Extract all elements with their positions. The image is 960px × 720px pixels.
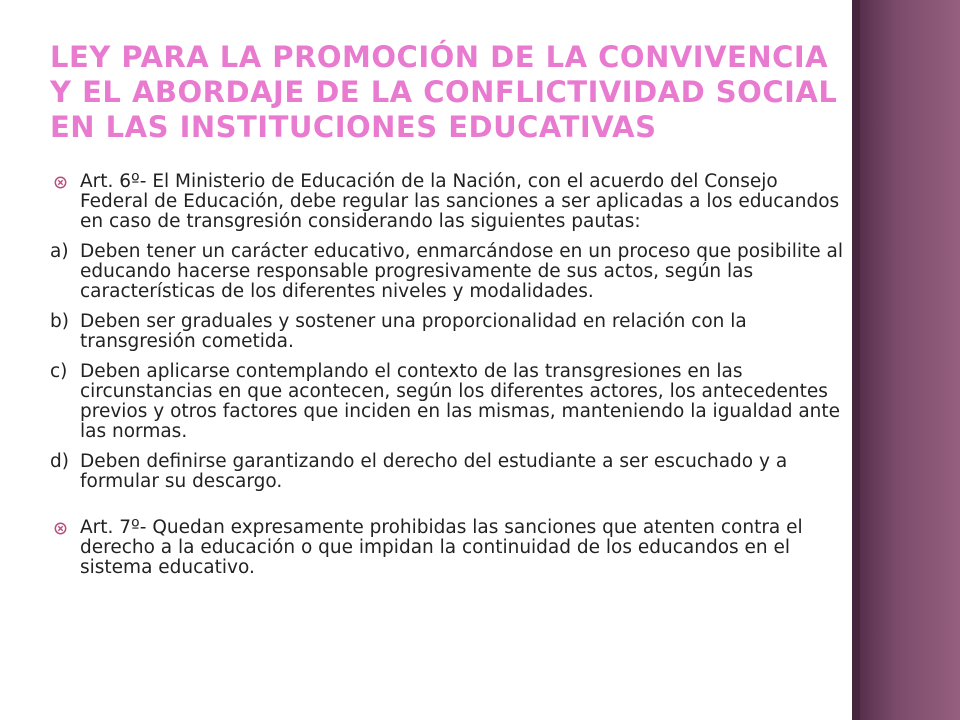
paragraph-spacer [50, 502, 845, 518]
article-6-paragraph [50, 172, 845, 232]
circle-x-bullet-icon [54, 522, 67, 535]
item-c [50, 362, 845, 442]
article-7-paragraph [50, 518, 845, 578]
item-b [50, 312, 845, 352]
item-a-label: a) [50, 241, 69, 262]
circle-x-bullet-icon [54, 176, 67, 189]
slide-title: LEY PARA LA PROMOCIÓN DE LA CONVIVENCIA Y EL ABORDAJE DE LA CONFLICTIVIDAD SOCIAL EN LAS INSTITUCIONES EDUCATIVAS [50, 40, 838, 144]
item-b-label: b) [50, 311, 69, 332]
item-a [50, 242, 845, 302]
article-7-text: Art. 7º- Quedan expresamente prohibidas las sanciones que atenten contra el derecho a la educación o que impidan la continuidad de los educandos en el sistema educativo. [80, 517, 803, 578]
item-c-label: c) [50, 361, 68, 382]
item-b-text: Deben ser graduales y sostener una proporcionalidad en relación con la transgresión cometida. [80, 311, 747, 352]
item-d-label: d) [50, 451, 69, 472]
article-6-text: Art. 6º- El Ministerio de Educación de la Nación, con el acuerdo del Consejo Federal de Educación, debe regular las sanciones a ser aplicadas a los educandos en caso de transgresión considerando las siguientes pautas: [80, 171, 840, 232]
item-c-text: Deben aplicarse contemplando el contexto de las transgresiones en las circunstancias en que acontecen, según los diferentes actores, los antecedentes previos y otros factores que inciden en las mismas, manteniendo la igualdad ante las normas. [80, 361, 841, 442]
item-d-text: Deben definirse garantizando el derecho del estudiante a ser escuchado y a formular su descargo. [80, 451, 788, 492]
slide-body [50, 172, 845, 588]
decorative-side-band [852, 0, 960, 720]
item-a-text: Deben tener un carácter educativo, enmarcándose en un proceso que posibilite al educando hacerse responsable progresivamente de sus actos, según las características de los diferentes niveles y modalidades. [80, 241, 843, 302]
item-d [50, 452, 845, 492]
